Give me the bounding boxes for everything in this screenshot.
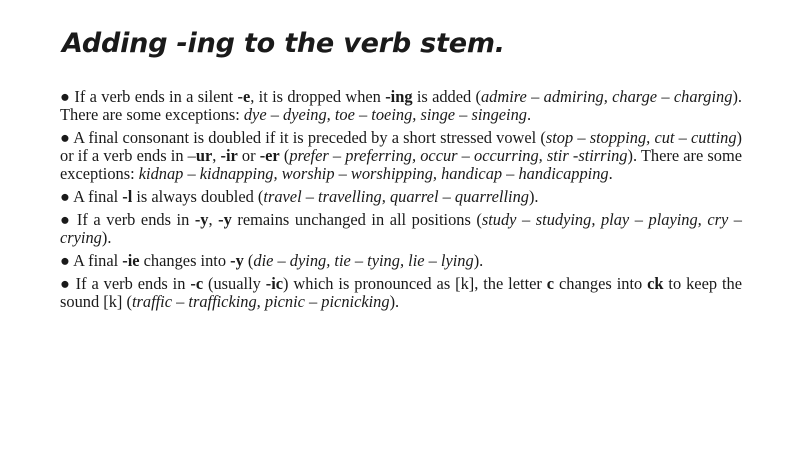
slide-title: Adding -ing to the verb stem. <box>62 28 505 59</box>
rule-text: ( <box>279 146 290 165</box>
rule-text: ). <box>101 228 112 247</box>
suffix-bold: ur <box>195 146 213 165</box>
rule-text: A final <box>69 251 123 270</box>
rule-text: is added ( <box>412 87 481 106</box>
example-italic: stop – stopping, cut – cutting <box>545 128 737 147</box>
suffix-bold: -y <box>194 210 209 229</box>
example-italic: study – studying, play – playing, cry – crying <box>60 210 743 247</box>
rule-text: ). <box>473 251 484 270</box>
example-italic: travel – travelling, quarrel – quarrelling <box>263 187 529 206</box>
rule-paragraph <box>60 88 742 124</box>
rule-paragraph <box>60 252 742 270</box>
example-italic: prefer – preferring, occur – occurring, stir -stirring <box>289 146 628 165</box>
suffix-bold: -y <box>218 210 232 229</box>
bullet-icon: ● <box>60 128 70 147</box>
rule-text: . <box>527 105 532 124</box>
rule-text: , it is dropped when <box>250 87 386 106</box>
rule-text: to keep the sound [k] ( <box>60 274 742 311</box>
rule-text: ). There are some exceptions: <box>60 146 742 183</box>
example-italic: admire – admiring, charge – charging <box>480 87 733 106</box>
example-italic: dye – dyeing, toe – toeing, singe – singeing <box>243 105 527 124</box>
rule-paragraph <box>60 188 742 206</box>
rule-paragraph <box>60 211 742 247</box>
example-italic: traffic – trafficking, picnic – picnicking <box>131 292 390 311</box>
rule-text: If a verb ends in a silent <box>70 87 238 106</box>
rule-text: changes into <box>554 274 648 293</box>
rule-paragraph <box>60 129 742 183</box>
rule-text: ( <box>243 251 254 270</box>
rule-text: ) which is pronounced as [k], the letter <box>283 274 547 293</box>
bullet-icon: ● <box>60 274 71 293</box>
suffix-bold: -ing <box>385 87 413 106</box>
rule-text: ). <box>389 292 400 311</box>
rule-text: is always doubled ( <box>132 187 264 206</box>
suffix-bold: -er <box>259 146 280 165</box>
suffix-bold: -l <box>122 187 133 206</box>
bullet-icon: ● <box>60 187 70 206</box>
bullet-icon: ● <box>60 210 72 229</box>
suffix-bold: c <box>546 274 555 293</box>
rule-text: (usually <box>203 274 266 293</box>
bullet-icon: ● <box>60 251 70 270</box>
suffix-bold: -ic <box>265 274 284 293</box>
example-italic: kidnap – kidnapping, worship – worshipping, handicap – handicapping <box>138 164 609 183</box>
suffix-bold: -y <box>230 251 244 270</box>
rule-text: , <box>208 210 219 229</box>
suffix-bold: -ir <box>220 146 238 165</box>
rule-text: remains unchanged in all positions ( <box>231 210 482 229</box>
rule-text: or <box>237 146 260 165</box>
rule-text: changes into <box>139 251 231 270</box>
example-italic: die – dying, tie – tying, lie – lying <box>253 251 474 270</box>
suffix-bold: -ie <box>122 251 140 270</box>
rule-text: , <box>212 146 221 165</box>
rule-text: ) or if a verb ends in – <box>60 128 743 165</box>
rule-text: If a verb ends in <box>71 210 195 229</box>
suffix-bold: -c <box>190 274 204 293</box>
rules-list <box>60 88 742 316</box>
rule-text: ). There are some exceptions: <box>60 87 743 124</box>
rule-paragraph <box>60 275 742 311</box>
rule-text: . <box>608 164 613 183</box>
rule-text: A final consonant is doubled if it is preceded by a short stressed vowel ( <box>69 128 546 147</box>
bullet-icon: ● <box>60 87 71 106</box>
suffix-bold: ck <box>647 274 664 293</box>
rule-text: If a verb ends in <box>70 274 191 293</box>
rule-text: ). <box>528 187 539 206</box>
rule-text: A final <box>69 187 123 206</box>
suffix-bold: -e <box>237 87 251 106</box>
